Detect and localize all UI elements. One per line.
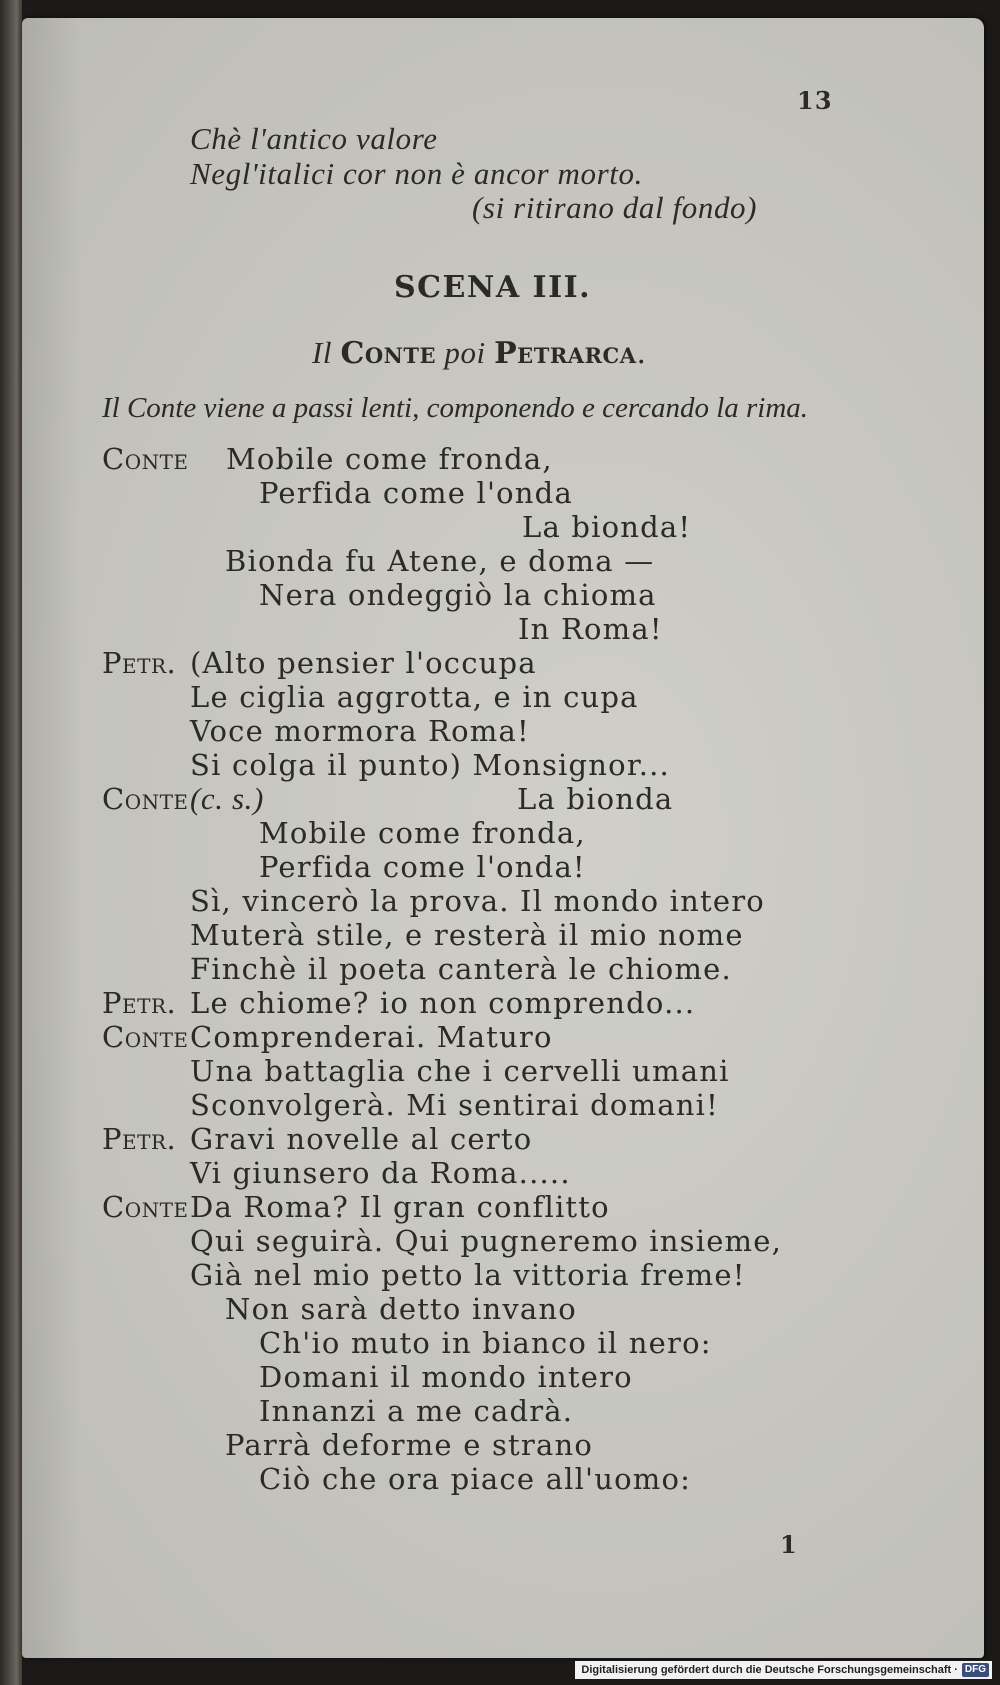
verse-line: Negl'italici cor non è ancor morto.: [190, 156, 643, 191]
scene-heading: SCENA III.: [394, 270, 592, 305]
verse-line: Le chiome? io non comprendo...: [190, 986, 696, 1020]
signature-mark: 1: [780, 1530, 798, 1559]
verse-line: Muterà stile, e resterà il mio nome: [190, 918, 744, 952]
book-page: [22, 18, 984, 1658]
scene-characters: [312, 336, 647, 371]
credit-text: Digitalisierung gefördert durch die Deutsche Forschungsgemeinschaft ·: [581, 1664, 958, 1676]
stage-direction: Il Conte viene a passi lenti, componendo e cercando la rima.: [102, 392, 809, 424]
character-conte: Conte: [340, 336, 436, 371]
verse-line: Perfida come l'onda: [259, 476, 573, 510]
verse-line: Mobile come fronda,: [226, 442, 553, 476]
digitization-credit: [575, 1661, 992, 1679]
dfg-logo-icon: DFG: [962, 1663, 989, 1677]
verse-line: Comprenderai. Maturo: [190, 1020, 553, 1054]
verse-line: Da Roma? Il gran conflitto: [190, 1190, 610, 1224]
speaker-label: Conte: [102, 442, 189, 476]
verse-line: Le ciglia aggrotta, e in cupa: [190, 680, 639, 714]
verse-line: Ch'io muto in bianco il nero:: [259, 1326, 712, 1360]
verse-line: Qui seguirà. Qui pugneremo insieme,: [190, 1224, 783, 1258]
verse-line: Chè l'antico valore: [190, 121, 438, 156]
speaker-label: Petr.: [102, 1122, 177, 1156]
verse-line: Nera ondeggiò la chioma: [259, 578, 657, 612]
verse-line: Si colga il punto) Monsignor...: [190, 748, 670, 782]
characters-il: Il: [312, 335, 341, 370]
speaker-label: Petr.: [102, 986, 177, 1020]
speaker-label: Conte: [102, 1020, 189, 1054]
verse-line: Non sarà detto invano: [225, 1292, 577, 1326]
verse-line: Sconvolgerà. Mi sentirai domani!: [190, 1088, 719, 1122]
verse-line: Finchè il poeta canterà le chiome.: [190, 952, 732, 986]
verse-line: Parrà deforme e strano: [225, 1428, 593, 1462]
verse-line: In Roma!: [518, 612, 663, 646]
stage-direction: (c. s.): [190, 781, 264, 816]
verse-line: Già nel mio petto la vittoria freme!: [190, 1258, 746, 1292]
speaker-label: Conte: [102, 782, 189, 816]
speaker-label: Conte: [102, 1190, 189, 1224]
characters-poi: poi: [436, 335, 495, 370]
stage-direction: (si ritirano dal fondo): [472, 190, 758, 225]
verse-line: Bionda fu Atene, e doma —: [225, 544, 655, 578]
verse-line: La bionda: [517, 782, 674, 816]
characters-period: .: [636, 336, 648, 371]
verse-line: Una battaglia che i cervelli umani: [190, 1054, 730, 1088]
verse-line: Perfida come l'onda!: [259, 850, 586, 884]
verse-line: Innanzi a me cadrà.: [259, 1394, 574, 1428]
book-cover-edge: [0, 0, 22, 1685]
verse-line: Mobile come fronda,: [259, 816, 586, 850]
verse-line: Vi giunsero da Roma.....: [190, 1156, 571, 1190]
verse-line: Voce mormora Roma!: [190, 714, 530, 748]
speaker-label: Petr.: [102, 646, 177, 680]
verse-line: Gravi novelle al certo: [190, 1122, 533, 1156]
verse-line: Sì, vincerò la prova. Il mondo intero: [190, 884, 765, 918]
verse-line: (Alto pensier l'occupa: [190, 646, 537, 680]
verse-line: La bionda!: [522, 510, 692, 544]
verse-line: Ciò che ora piace all'uomo:: [259, 1462, 692, 1496]
page-number: 13: [797, 86, 833, 115]
character-petrarca: Petrarca: [494, 336, 637, 371]
verse-line: Domani il mondo intero: [259, 1360, 633, 1394]
